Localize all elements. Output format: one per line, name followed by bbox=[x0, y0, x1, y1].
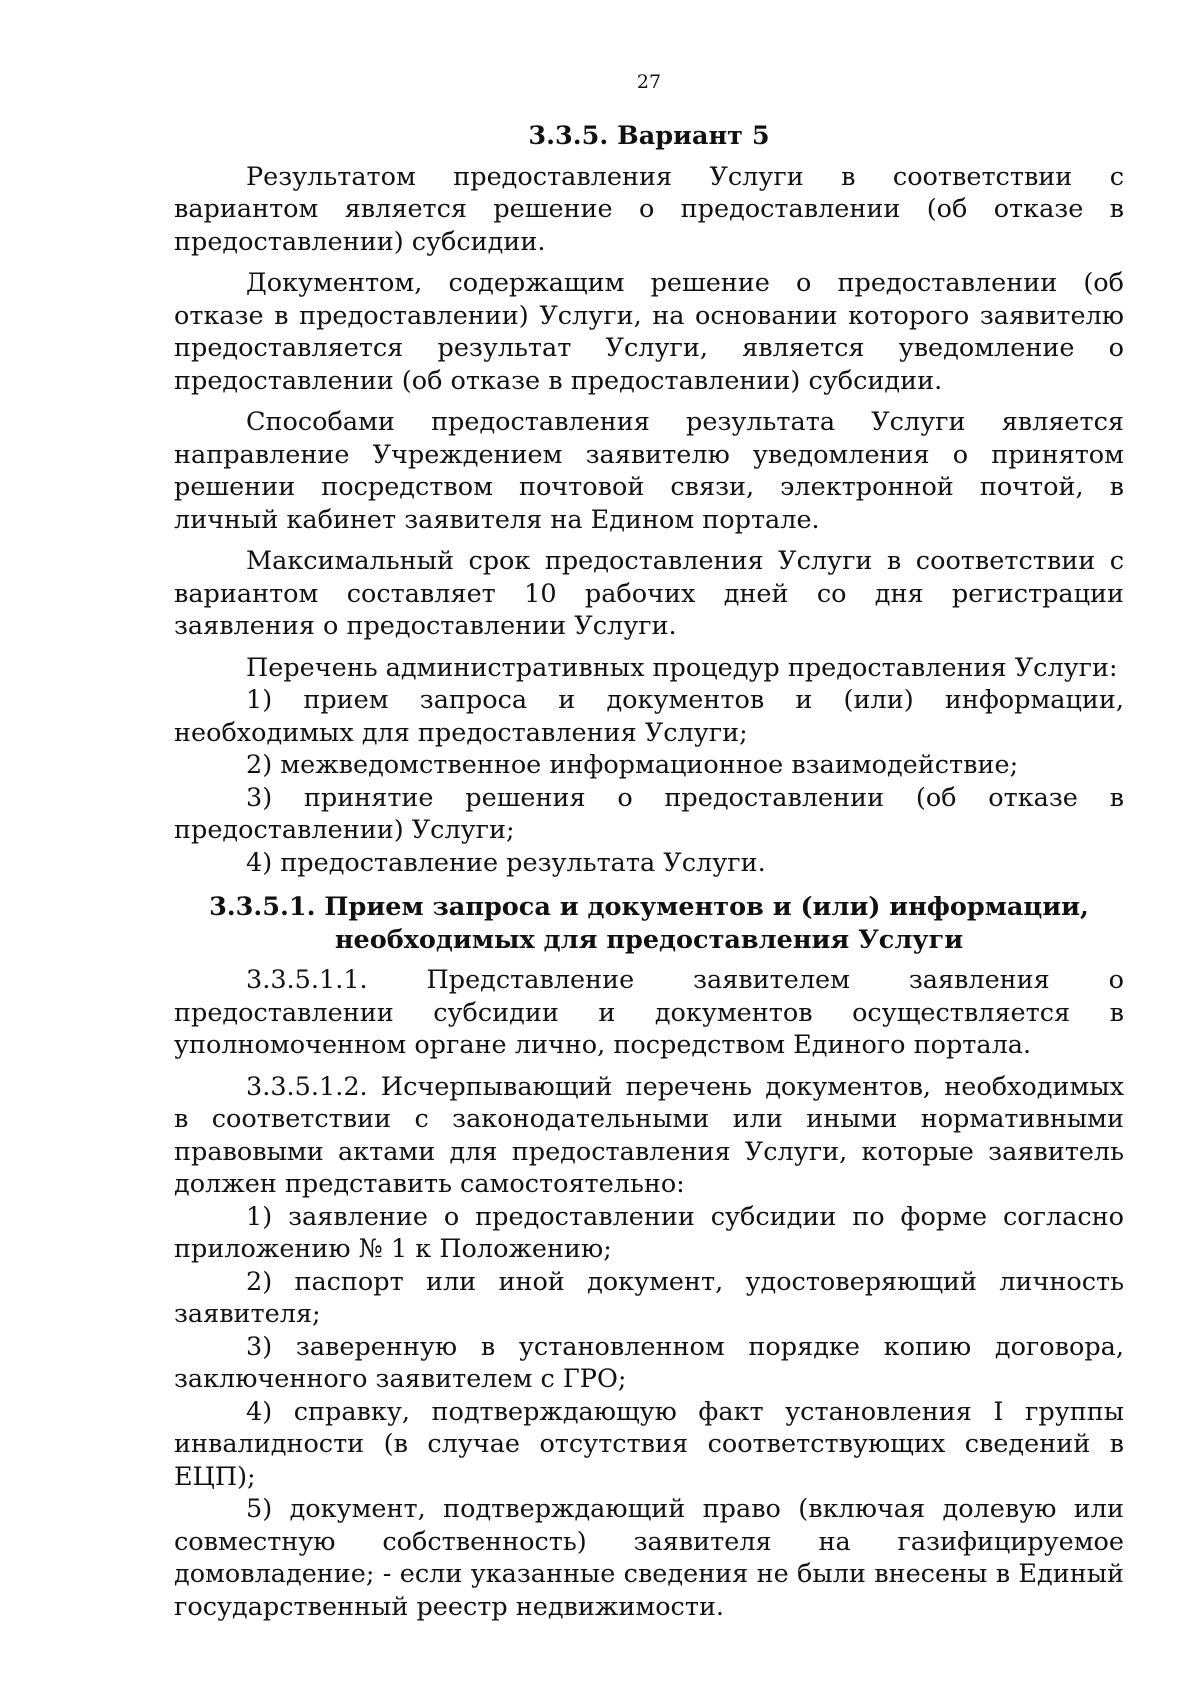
list-item: 2) межведомственное информационное взаимодействие; bbox=[246, 750, 1019, 780]
paragraph: Результатом предоставления Услуги в соответствии с вариантом является решение о предоставлении (об отказе в предоставлении) субсидии. bbox=[174, 161, 1124, 257]
section-title: 3.3.5. Вариант 5 bbox=[528, 121, 770, 151]
paragraph: 3.3.5.1.1. Представление заявителем заявления о предоставлении субсидии и документов осуществляется в уполномоченном органе лично, посредством Единого портала. bbox=[174, 965, 1124, 1060]
page-number: 27 bbox=[636, 71, 662, 93]
paragraph: Документом, содержащим решение о предоставлении (об отказе в предоставлении) Услуги, на основании которого заявителю предоставляется результат Услуги, является уведомление о предоставлении (об отказе в предоставлении) субсидии. bbox=[174, 268, 1124, 396]
list-item: 1) прием запроса и документов и (или) информации, необходимых для предоставления Услуги; bbox=[174, 685, 1124, 748]
list-item: 2) паспорт или иной документ, удостоверяющий личность заявителя; bbox=[174, 1266, 1124, 1329]
paragraph: Перечень административных процедур предоставления Услуги: bbox=[246, 652, 1118, 683]
list-item: 4) предоставление результата Услуги. bbox=[246, 847, 766, 878]
list-item: 3) заверенную в установленном порядке копию договора, заключенного заявителем с ГРО; bbox=[174, 1331, 1124, 1394]
list-item: 3) принятие решения о предоставлении (об отказе в предоставлении) Услуги; bbox=[174, 782, 1124, 845]
document-page bbox=[174, 70, 1124, 1623]
list-item: 4) справку, подтверждающую факт установления I группы инвалидности (в случае отсутствия соответствующих сведений в ЕЦП); bbox=[174, 1396, 1124, 1492]
paragraph: Максимальный срок предоставления Услуги в соответствии с вариантом составляет 10 рабочих дней со дня регистрации заявления о предоставлении Услуги. bbox=[174, 546, 1124, 641]
list-item: 1) заявление о предоставлении субсидии по форме согласно приложению № 1 к Положению; bbox=[174, 1201, 1124, 1264]
paragraph: Способами предоставления результата Услуги является направление Учреждением заявителю уведомления о принятом решении посредством почтовой связи, электронной почтой, в личный кабинет заявителя на Едином портале. bbox=[174, 407, 1124, 535]
paragraph: 3.3.5.1.2. Исчерпывающий перечень документов, необходимых в соответствии с законодательными или иными нормативными правовыми актами для предоставления Услуги, которые заявитель должен представить самостоятельно: bbox=[174, 1071, 1124, 1199]
subsection-title: 3.3.5.1. Прием запроса и документов и (или) информации, необходимых для предоставления Услуги bbox=[209, 892, 1089, 955]
list-item: 5) документ, подтверждающий право (включая долевую или совместную собственность) заявителя на газифицируемое домовладение; - если указанные сведения не были внесены в Единый государственный реестр недвижимости. bbox=[174, 1494, 1124, 1622]
